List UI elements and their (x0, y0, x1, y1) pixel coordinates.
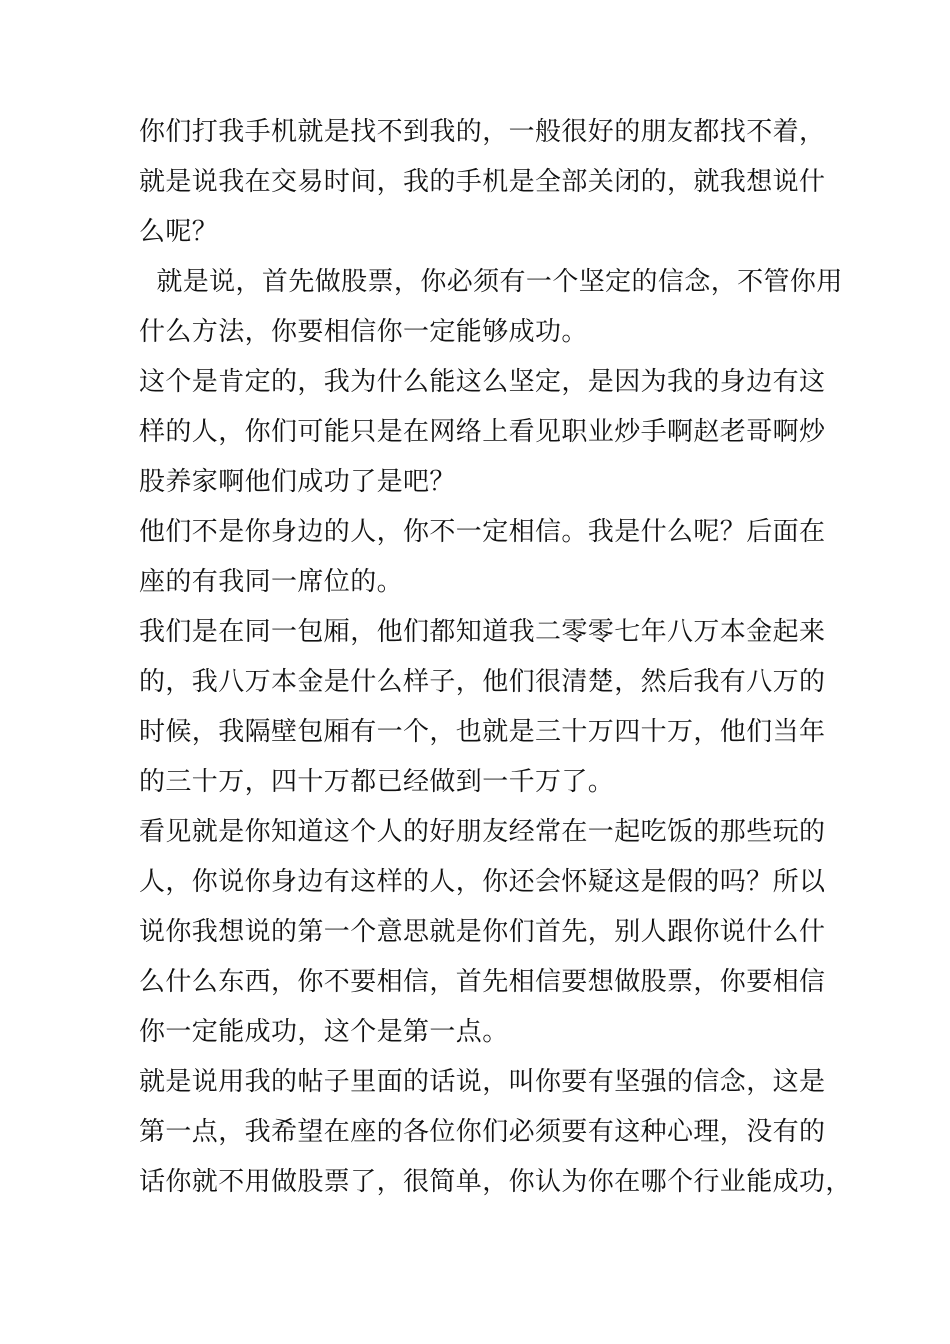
text-line: 人，你说你身边有这样的人，你还会怀疑这是假的吗？所以 (139, 867, 826, 897)
text-line: 么什么东西，你不要相信，首先相信要想做股票，你要相信 (139, 967, 826, 997)
text-line: 说你我想说的第一个意思就是你们首先，别人跟你说什么什 (139, 917, 826, 947)
text-line: 第一点，我希望在座的各位你们必须要有这种心理，没有的 (139, 1117, 826, 1147)
text-line: 话你就不用做股票了，很简单，你认为你在哪个行业能成功， (139, 1167, 852, 1197)
text-line: 样的人，你们可能只是在网络上看见职业炒手啊赵老哥啊炒 (139, 417, 826, 447)
text-line: 看见就是你知道这个人的好朋友经常在一起吃饭的那些玩的 (139, 817, 826, 847)
text-line: 的，我八万本金是什么样子，他们很清楚，然后我有八万的 (139, 667, 826, 697)
text-line: 就是说我在交易时间，我的手机是全部关闭的，就我想说什 (139, 167, 826, 197)
text-line: 他们不是你身边的人，你不一定相信。我是什么呢？后面在 (139, 517, 826, 547)
text-line: 座的有我同一席位的。 (139, 567, 404, 597)
text-line: 什么方法，你要相信你一定能够成功。 (139, 317, 588, 347)
text-line: 你们打我手机就是找不到我的，一般很好的朋友都找不着， (139, 117, 826, 147)
text-line: 我们是在同一包厢，他们都知道我二零零七年八万本金起来 (139, 617, 826, 647)
text-line: 的三十万，四十万都已经做到一千万了。 (139, 767, 615, 797)
text-line: 股养家啊他们成功了是吧？ (139, 467, 456, 497)
text-line: 就是说，首先做股票，你必须有一个坚定的信念，不管你用 (139, 267, 843, 297)
text-line: 就是说用我的帖子里面的话说，叫你要有坚强的信念，这是 (139, 1067, 826, 1097)
text-line: 这个是肯定的，我为什么能这么坚定，是因为我的身边有这 (139, 367, 826, 397)
text-line: 时候，我隔壁包厢有一个，也就是三十万四十万，他们当年 (139, 717, 826, 747)
text-line: 你一定能成功，这个是第一点。 (139, 1017, 509, 1047)
text-line: 么呢？ (139, 217, 219, 247)
